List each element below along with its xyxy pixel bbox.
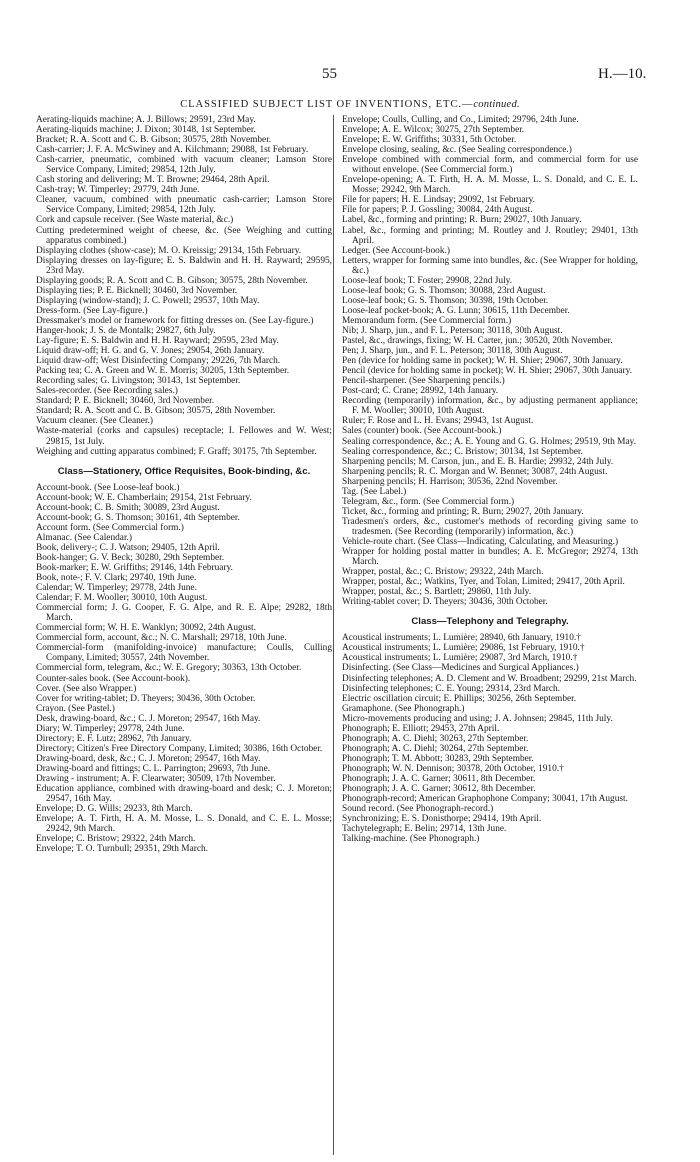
list-item: Directory; E. F. Lutz; 28962, 7th January.	[36, 733, 192, 744]
running-title-continued: continued.	[473, 99, 520, 110]
list-item: Envelope; T. O. Turnbull; 29351, 29th March.	[36, 844, 208, 855]
list-item: Acoustical instruments; L. Lumière; 28940, 6th January, 1910.†	[342, 633, 581, 644]
list-item: Vacuum cleaner. (See Cleaner.)	[36, 416, 154, 427]
list-item: Book-marker; E. W. Griffiths; 29146, 14th February.	[36, 563, 233, 574]
list-item: Phonograph-record; American Graphophone Company; 30041, 17th August.	[342, 794, 628, 805]
list-item: Envelope; D. G. Wills; 29233, 8th March.	[36, 804, 193, 815]
list-item: Waste-material (corks and capsules) receptacle; I. Fellowes and W. West; 29815, 1st July.	[36, 426, 332, 447]
list-item: Sharpening pencils; R. C. Morgan and W. Bennet; 30087, 24th August.	[342, 466, 608, 477]
list-item: Directory; Citizen's Free Directory Company, Limited; 30386, 16th October.	[36, 743, 323, 754]
list-item: Displaying clothes (show-case); M. O. Kreissig; 29134, 15th February.	[36, 245, 302, 256]
list-item: Phonograph; J. A. C. Garner; 30612, 8th December.	[342, 784, 536, 795]
list-item: Envelope; A. E. Wilcox; 30275, 27th September.	[342, 125, 525, 136]
list-item: Gramaphone. (See Phonograph.)	[342, 703, 465, 714]
list-item: Cover for writing-tablet; D. Theyers; 30436, 30th October.	[36, 693, 256, 704]
list-item: Nib; J. Sharp, jun., and F. L. Peterson; 30118, 30th August.	[342, 325, 563, 336]
list-item: Envelope closing, sealing, &c. (See Sealing correspondence.)	[342, 145, 572, 156]
list-item: File for papers; P. J. Gossling; 30084, 24th August.	[342, 205, 533, 216]
list-item: Letters, wrapper for forming same into bundles, &c. (See Wrapper for holding, &c.)	[342, 255, 638, 276]
section-heading-telephony: Class—Telephony and Telegraphy.	[411, 616, 569, 628]
list-item: Pencil (device for holding same in pocket); W. H. Shier; 29067, 30th January.	[342, 366, 633, 377]
list-item: Counter-sales book. (See Account-book).	[36, 673, 191, 684]
column-divider	[333, 115, 334, 1155]
list-item: Label, &c., forming and printing; R. Burn; 29027, 10th January.	[342, 215, 582, 226]
list-item: Packing tea; C. A. Green and W. E. Morris; 30205, 13th September.	[36, 366, 290, 377]
list-item: Ledger. (See Account-book.)	[342, 245, 450, 256]
list-item: Sharpening pencils; H. Harrison; 30536, 22nd November.	[342, 476, 558, 487]
list-item: Vehicle-route chart. (See Class—Indicating, Calculating, and Measuring.)	[342, 536, 619, 547]
list-item: Sound record. (See Phonograph-record.)	[342, 804, 494, 815]
list-item: Wrapper, postal, &c.; C. Bristow; 29322, 24th March.	[342, 567, 544, 578]
list-item: Electric oscillation circuit; E. Phillips; 30256, 26th September.	[342, 693, 577, 704]
list-item: Account-book; G. S. Thomson; 30161, 4th September.	[36, 512, 240, 523]
list-item: Dressmaker's model or framework for fitting dresses on. (See Lay-figure.)	[36, 315, 314, 326]
list-item: Commercial form, telegram, &c.; W. E. Gregory; 30363, 13th October.	[36, 663, 302, 674]
list-item: Almanac. (See Calendar.)	[36, 532, 132, 543]
list-item: Aerating-liquids machine; J. Dixon; 30148, 1st September.	[36, 125, 256, 136]
list-item: Account-book; C. B. Smith; 30089, 23rd August.	[36, 502, 220, 513]
list-item: Telegram, &c., form. (See Commercial form.)	[342, 496, 515, 507]
list-item: Education appliance, combined with drawing-board and desk; C. J. Moreton; 29547, 16th May.	[36, 784, 332, 805]
list-item: Commercial-form (manifolding-invoice) manufacture; Coulls, Culling Company, Limited; 30557, 24th November.	[36, 643, 332, 664]
list-item: Book, note-; F. V. Clark; 29740, 19th June.	[36, 573, 197, 584]
list-item: Cleaner, vacuum, combined with pneumatic cash-carrier; Lamson Store Service Company, Limited; 29854, 12th July.	[36, 195, 332, 216]
list-item: Cork and capsule receiver. (See Waste material, &c.)	[36, 215, 234, 226]
list-item: Sealing correspondence, &c.; C. Bristow; 30134, 1st September.	[342, 446, 583, 457]
list-item: Commercial form; W. H. E. Wanklyn; 30092, 24th August.	[36, 623, 256, 634]
page-header	[0, 66, 700, 86]
list-item: Diary; W. Timperley; 29778, 24th June.	[36, 723, 185, 734]
list-item: Pencil-sharpener. (See Sharpening pencils.)	[342, 376, 505, 387]
list-item: Account form. (See Commercial form.)	[36, 522, 184, 533]
list-item: Commercial form; J. G. Cooper, F. G. Alpe, and R. E. Alpe; 29282, 18th March.	[36, 603, 332, 624]
list-item: Disinfecting. (See Class—Medicines and Surgical Appliances.)	[342, 663, 579, 674]
list-item: Account-book. (See Loose-leaf book.)	[36, 482, 180, 493]
list-item: Recording sales; G. Livingston; 30143, 1st September.	[36, 376, 241, 387]
list-item: Phonograph; W. N. Dennison; 30378, 20th October, 1910.†	[342, 763, 564, 774]
list-item: Memorandum form. (See Commercial form.)	[342, 315, 512, 326]
running-title-text: CLASSIFIED SUBJECT LIST OF INVENTIONS, ETC.—	[180, 99, 474, 110]
list-item: Pastel, &c., drawings, fixing; W. H. Carter, jun.; 30520, 20th November.	[342, 336, 613, 347]
list-item: Book, delivery-; C. J. Watson; 29405, 12th April.	[36, 542, 220, 553]
page-number: 55	[322, 66, 337, 82]
section-heading-stationery: Class—Stationery, Office Requisites, Book-binding, &c.	[57, 465, 311, 477]
list-item: Cash-carrier; J. F. A. McSwiney and A. Kilchmann; 29088, 1st February.	[36, 145, 309, 156]
list-item: Sealing correspondence, &c.; A. E. Young and G. G. Holmes; 29519, 9th May.	[342, 436, 636, 447]
list-item: Displaying goods; R. A. Scott and C. B. Gibson; 30575, 28th November.	[36, 275, 308, 286]
list-item: Acoustical instruments; L. Lumière; 29086, 1st February, 1910.†	[342, 643, 585, 654]
list-item: Envelope; C. Bristow; 29322, 24th March.	[36, 834, 196, 845]
list-item: Displaying (window-stand); J. C. Powell; 29537, 10th May.	[36, 295, 260, 306]
running-title	[0, 99, 700, 110]
stationery-entries-list	[36, 483, 332, 855]
list-item: Sales (counter) book. (See Account-book.)	[342, 426, 502, 437]
document-reference: H.—10.	[598, 66, 647, 82]
list-item: Recording (temporarily) information, &c., by adjusting permanent appliance; F. M. Wooller; 30010, 10th August.	[342, 396, 638, 417]
list-item: Standard; R. A. Scott and C. B. Gibson; 30575, 28th November.	[36, 406, 276, 417]
list-item: Displaying dresses on lay-figure; E. S. Baldwin and H. H. Rayward; 29595, 23rd May.	[36, 255, 332, 276]
list-item: Sharpening pencils; M. Carson, jun., and E. B. Hardie; 29932, 24th July.	[342, 456, 614, 467]
list-item: Post-card; C. Crane; 28992, 14th January.	[342, 386, 499, 397]
list-item: Sales-recorder. (See Recording sales.)	[36, 386, 178, 397]
list-item: Phonograph; J. A. C. Garner; 30611, 8th December.	[342, 774, 536, 784]
list-item: Disinfecting telephones; C. E. Young; 29314, 23rd March.	[342, 683, 560, 694]
list-item: Desk, drawing-board, &c.; C. J. Moreton; 29547, 16th May.	[36, 713, 261, 724]
list-item: Phonograph; T. M. Abbott; 30283, 29th September.	[342, 753, 534, 764]
telephony-entries-list	[342, 633, 638, 844]
list-item: Envelope combined with commercial form, and commercial form for use without envelope. (See Commercial form.)	[342, 155, 638, 176]
list-item: Hanger-hook; J. S. de Montalk; 29827, 6th July.	[36, 325, 216, 336]
list-item: Ticket, &c., forming and printing; R. Burn; 29027, 20th January.	[342, 506, 584, 517]
list-item: Dress-form. (See Lay-figure.)	[36, 305, 148, 316]
list-item: Writing-tablet cover; D. Theyers; 30436, 30th October.	[342, 597, 548, 608]
list-item: Pen; J. Sharp, jun., and F. L. Peterson; 30118, 30th August.	[342, 346, 563, 357]
list-item: Cash-carrier, pneumatic, combined with vacuum cleaner; Lamson Store Service Company, Limited; 29854, 12th July.	[36, 155, 332, 176]
list-item: Pen (device for holding same in pocket); W. H. Shier; 29067, 30th January.	[342, 356, 623, 367]
list-item: Book-hanger; G. V. Beck; 30280, 29th September.	[36, 552, 225, 563]
left-entries-list	[36, 115, 332, 457]
list-item: Bracket; R. A. Scott and C. B. Gibson; 30575, 28th November.	[36, 135, 272, 146]
list-item: Drawing - instrument; A. F. Clearwater; 30509, 17th November.	[36, 774, 276, 784]
list-item: Weighing and cutting apparatus combined; F. Graff; 30175, 7th September.	[36, 446, 317, 457]
list-item: Cutting predetermined weight of cheese, &c. (See Weighing and cutting apparatus combined.)	[36, 225, 332, 246]
list-item: Micro-movements producing and using; J. A. Johnsen; 29845, 11th July.	[342, 713, 613, 724]
list-item: Displaying ties; P. E. Bicknell; 30460, 3rd November.	[36, 285, 238, 296]
list-item: Phonograph; A. C. Diehl; 30263, 27th September.	[342, 733, 529, 744]
list-item: Tachytelegraph; E. Belin; 29714, 13th June.	[342, 824, 507, 835]
list-item: Lay-figure; E. S. Baldwin and H. H. Rayward; 29595, 23rd May.	[36, 336, 279, 347]
list-item: File for papers; H. E. Lindsay; 29092, 1st February.	[342, 195, 535, 206]
list-item: Calendar; F. M. Wooller; 30010, 10th August.	[36, 593, 208, 604]
list-item: Wrapper, postal, &c.; Watkins, Tyer, and Tolan, Limited; 29417, 20th April.	[342, 577, 625, 588]
list-item: Wrapper for holding postal matter in bundles; A. E. McGregor; 29274, 13th March.	[342, 547, 638, 568]
list-item: Loose-leaf book; T. Foster; 29908, 22nd July.	[342, 275, 513, 286]
list-item: Cash storing and delivering; M. T. Browne; 29464, 28th April.	[36, 175, 270, 186]
list-item: Disinfecting telephones; A. D. Clement and W. Broadbent; 29299, 21st March.	[342, 673, 637, 684]
list-item: Tag. (See Label.)	[342, 486, 407, 497]
list-item: Cover. (See also Wrapper.)	[36, 683, 137, 694]
list-item: Loose-leaf book; G. S. Thomson; 30088, 23rd August.	[342, 285, 546, 296]
list-item: Loose-leaf book; G. S. Thomson; 30398, 19th October.	[342, 295, 549, 306]
list-item: Envelope; A. T. Firth, H. A. M. Mosse, L. S. Donald, and C. E. L. Mosse; 29242, 9th March.	[36, 814, 332, 835]
list-item: Standard; P. E. Bicknell; 30460, 3rd November.	[36, 396, 215, 407]
list-item: Liquid draw-off; H. G. and G. V. Jones; 29054, 26th January.	[36, 346, 265, 357]
list-item: Envelope; E. W. Griffiths; 30331, 5th October.	[342, 135, 517, 146]
list-item: Ruler; F. Rose and L. H. Evans; 29943, 1st August.	[342, 416, 534, 427]
list-item: Account-book; W. E. Chamberlain; 29154, 21st February.	[36, 492, 252, 503]
list-item: Synchronizing; E. S. Donisthorpe; 29414, 19th April.	[342, 814, 542, 825]
list-item: Crayon. (See Pastel.)	[36, 703, 115, 714]
list-item: Phonograph; E. Elliott; 29453, 27th April.	[342, 723, 500, 734]
list-item: Calendar; W. Timperley; 29778, 24th June.	[36, 583, 197, 594]
list-item: Liquid draw-off; West Disinfecting Company; 29226, 7th March.	[36, 356, 281, 367]
right-entries-list	[342, 115, 638, 607]
right-column	[342, 115, 638, 844]
left-column	[36, 115, 332, 854]
list-item: Drawing-board, desk, &c.; C. J. Moreton; 29547, 16th May.	[36, 753, 261, 764]
list-item: Talking-machine. (See Phonograph.)	[342, 834, 480, 845]
list-item: Envelope-opening; A. T. Firth, H. A. M. Mosse, L. S. Donald, and C. E. L. Mosse; 29242, 9th March.	[342, 175, 638, 196]
list-item: Wrapper, postal, &c.; S. Bartlett; 29860, 11th July.	[342, 587, 532, 598]
list-item: Aerating-liquids machine; A. J. Billows; 29591, 23rd May.	[36, 115, 256, 125]
list-item: Drawing-board and fittings; C. L. Parrington; 29693, 7th June.	[36, 763, 271, 774]
list-item: Commercial form, account, &c.; N. C. Marshall; 29718, 10th June.	[36, 633, 287, 644]
list-item: Envelope; Coulls, Culling, and Co., Limited; 29796, 24th June.	[342, 115, 579, 125]
list-item: Cash-tray; W. Timperley; 29779, 24th June.	[36, 185, 200, 196]
list-item: Label, &c., forming and printing; M. Routley and J. Routley; 29401, 13th April.	[342, 225, 638, 246]
list-item: Tradesmen's orders, &c., customer's methods of recording giving same to tradesmen. (See Recording (temporarily) information, &c.)	[342, 516, 638, 537]
list-item: Phonograph; A. C. Diehl; 30264, 27th September.	[342, 743, 529, 754]
list-item: Loose-leaf pocket-book; A. G. Lunn; 30615, 11th December.	[342, 305, 570, 316]
list-item: Acoustical instruments; L. Lumière; 29087, 3rd March, 1910.†	[342, 653, 578, 664]
